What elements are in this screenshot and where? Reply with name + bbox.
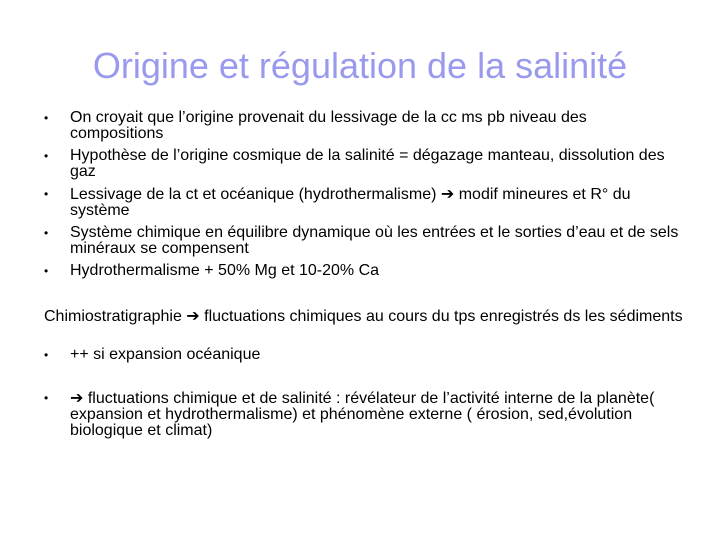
bullet-icon: • <box>44 111 49 125</box>
list-item <box>44 225 684 257</box>
list-item-text-part: modif mineures et R° du système <box>70 186 631 219</box>
paragraph-text-part: Chimiostratigraphie <box>44 308 187 325</box>
chimio-paragraph <box>44 308 684 325</box>
list-item-text <box>70 186 631 219</box>
list-item-text-part: Lessivage de la ct et océanique (hydrothermalisme) <box>70 186 441 203</box>
list-item-text: Hydrothermalisme + 50% Mg et 10-20% Ca <box>70 262 380 279</box>
paragraph-text-part: fluctuations chimiques au cours du tps enregistrés ds les sédiments <box>199 308 683 325</box>
bullet-icon: • <box>44 264 49 278</box>
bullet-icon: • <box>44 226 49 240</box>
list-item-text: On croyait que l’origine provenait du lessivage de la cc ms pb niveau des compositions <box>70 109 587 142</box>
right-arrow-icon: ➔ <box>186 306 200 325</box>
list-item <box>44 347 684 363</box>
list-item-text <box>70 390 654 439</box>
bullet-icon: • <box>44 391 49 405</box>
right-arrow-icon: ➔ <box>440 184 455 203</box>
list-item <box>44 390 684 439</box>
bullet-list-secondary <box>44 347 684 363</box>
list-item <box>44 263 684 279</box>
right-arrow-icon: ➔ <box>70 388 84 407</box>
list-item <box>44 110 684 142</box>
slide-title: Origine et régulation de la salinité <box>92 45 628 86</box>
list-item-text: ++ si expansion océanique <box>70 346 261 363</box>
bullet-list-conclusion <box>44 390 684 439</box>
list-item <box>44 148 684 180</box>
bullet-icon: • <box>44 348 49 362</box>
bullet-icon: • <box>44 149 49 163</box>
list-item-text: Système chimique en équilibre dynamique où les entrées et le sorties d’eau et de sels minéraux se compensent <box>70 224 679 257</box>
bullet-list-main <box>44 110 684 279</box>
bullet-icon: • <box>44 187 49 201</box>
list-item-text-part: fluctuations chimique et de salinité : révélateur de l’activité interne de la planète( expansion et hydrothermalisme) et phénomène externe ( érosion, sed,évolution biologique et climat) <box>70 390 655 439</box>
list-item-text: Hypothèse de l’origine cosmique de la salinité = dégazage manteau, dissolution des gaz <box>70 147 665 180</box>
list-item <box>44 186 684 219</box>
